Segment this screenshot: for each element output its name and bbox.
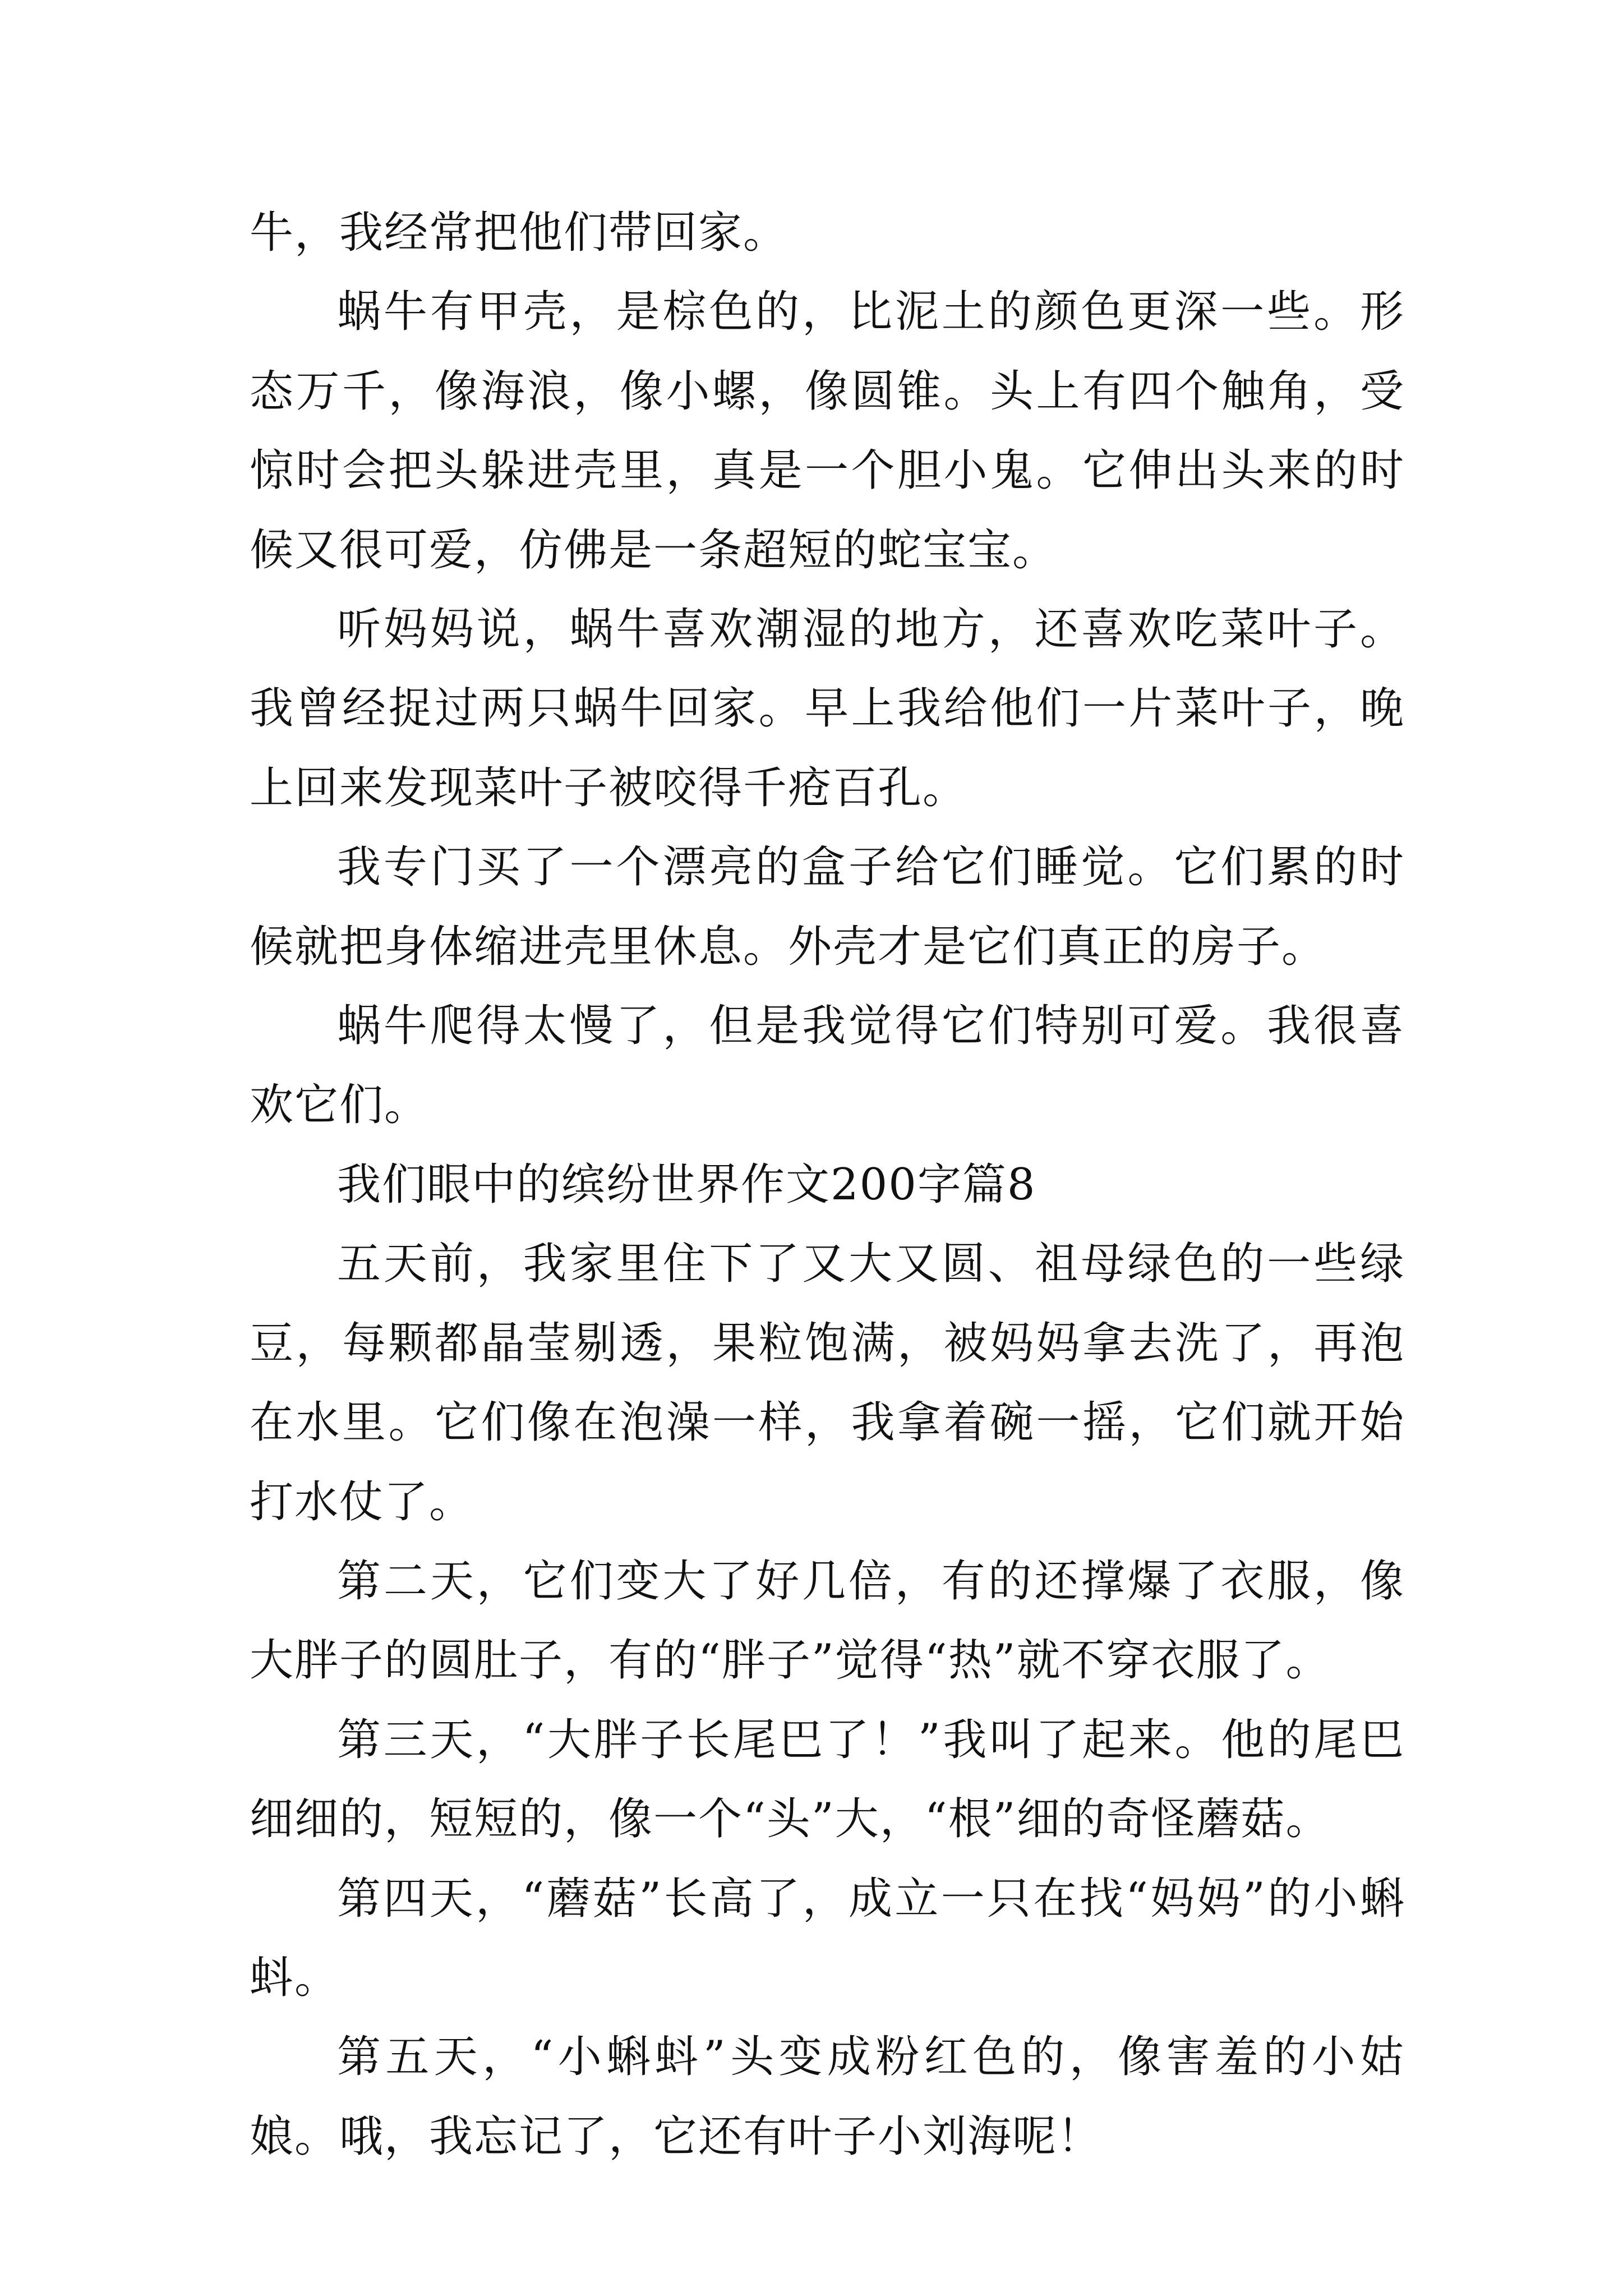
paragraph: 第四天，“蘑菇”长高了，成立一只在找“妈妈”的小蝌蚪。 <box>250 1873 1405 2003</box>
section-heading: 我们眼中的缤纷世界作文200字篇8 <box>337 1159 1036 1210</box>
paragraph: 第五天，“小蝌蚪”头变成粉红色的，像害羞的小姑娘。哦，我忘记了，它还有叶子小刘海呢！ <box>250 2032 1405 2162</box>
paragraph: 蜗牛有甲壳，是棕色的，比泥土的颜色更深一些。形态万千，像海浪，像小螺，像圆锥。头上有四个触角，受惊时会把头躲进壳里，真是一个胆小鬼。它伸出头来的时候又很可爱，仿佛是一条超短的蛇宝宝。 <box>250 287 1405 576</box>
paragraph: 我专门买了一个漂亮的盒子给它们睡觉。它们累的时候就把身体缩进壳里休息。外壳才是它们真正的房子。 <box>250 842 1405 972</box>
paragraph: 蜗牛爬得太慢了，但是我觉得它们特别可爱。我很喜欢它们。 <box>250 1001 1405 1131</box>
paragraph: 五天前，我家里住下了又大又圆、祖母绿色的一些绿豆，每颗都晶莹剔透，果粒饱满，被妈妈拿去洗了，再泡在水里。它们像在泡澡一样，我拿着碗一摇，它们就开始打水仗了。 <box>250 1239 1405 1527</box>
document-body <box>250 194 1405 2177</box>
paragraph-continued: 牛，我经常把他们带回家。 <box>250 208 789 258</box>
paragraph: 第二天，它们变大了好几倍，有的还撑爆了衣服，像大胖子的圆肚子，有的“胖子”觉得“热”就不穿衣服了。 <box>250 1556 1405 1686</box>
paragraph: 第三天，“大胖子长尾巴了！”我叫了起来。他的尾巴细细的，短短的，像一个“头”大，“根”细的奇怪蘑菇。 <box>250 1714 1405 1845</box>
paragraph: 听妈妈说，蜗牛喜欢潮湿的地方，还喜欢吃菜叶子。我曾经捉过两只蜗牛回家。早上我给他们一片菜叶子，晚上回来发现菜叶子被咬得千疮百孔。 <box>250 604 1405 813</box>
